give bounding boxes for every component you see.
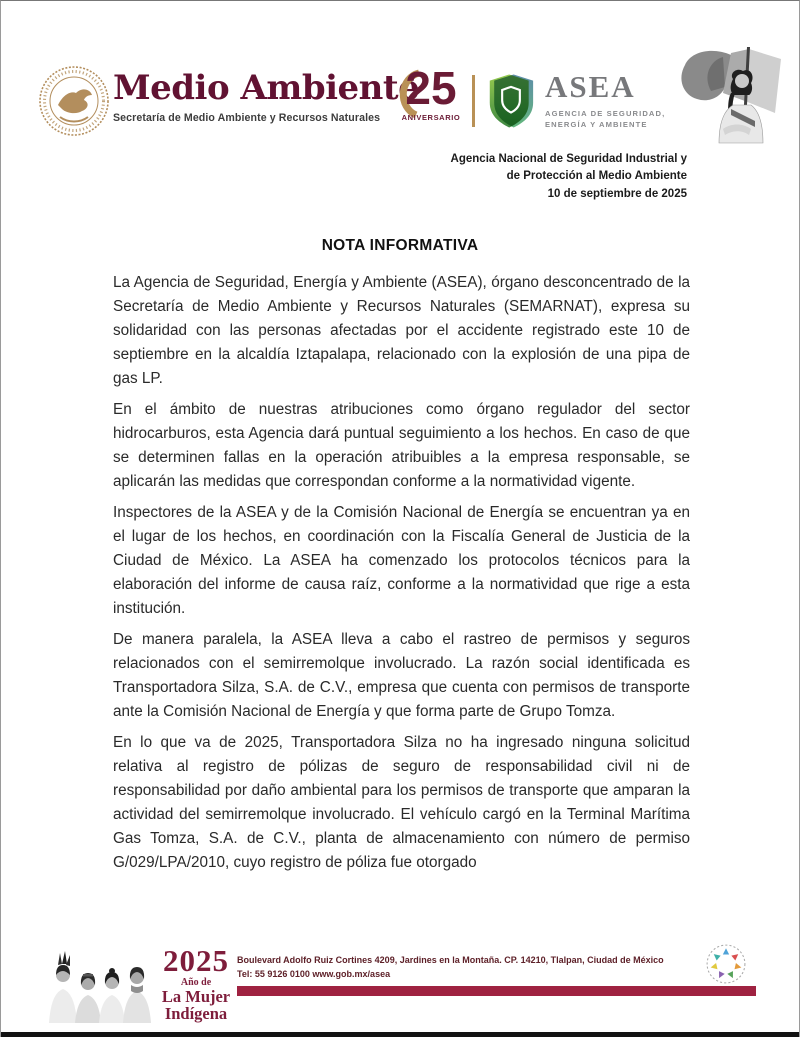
asea-shield-icon <box>488 71 534 131</box>
hummingbird-circle-emblem-icon <box>705 943 747 985</box>
semarnat-brand <box>113 68 420 124</box>
mexico-national-seal-icon <box>38 65 110 137</box>
paragraph-4: De manera paralela, la ASEA lleva a cabo el rastreo de permisos y seguros relacionados con el semirremolque involucrado. La razón social identificada es Transportadora Silza, S.A. de C.V., empresa que cuenta con permisos de transporte ante la Comisión Nacional de Energía y que forma parte de Grupo Tomza. <box>113 631 690 720</box>
document-body <box>113 271 690 882</box>
woman-with-flag-illustration <box>653 43 795 149</box>
year-2025-emblem <box>151 945 241 1023</box>
paragraph-3: Inspectores de la ASEA y de la Comisión Nacional de Energía se encuentran ya en el lugar de los hechos, en coordinación con la Fiscalía General de Justicia de la Ciudad de México. La ASEA ha comenzado los protocolos técnicos para la elaboración del informe de causa raíz, conforme a la normatividad que rige a esta institución. <box>113 504 690 617</box>
indigenous-women-illustration <box>45 937 155 1023</box>
paragraph-5: En lo que va de 2025, Transportadora Silza no ha ingresado ninguna solicitud relativa al registro de pólizas de seguro de responsabilidad civil ni de responsabilidad por daño ambiental para los permisos de transporte que amparan la actividad del semirremolque involucrado. El vehículo cargó en la Terminal Marítima Gas Tomza, S.A. de C.V., planta de almacenamiento con número de permiso G/029/LPA/2010, cuyo registro de póliza fue otorgado <box>113 734 690 871</box>
agency-header-block <box>451 151 687 203</box>
asea-tagline-line2: ENERGÍA Y AMBIENTE <box>545 120 648 130</box>
footer-wine-bar <box>237 986 756 996</box>
emblem-year: 2025 <box>163 943 229 978</box>
asea-acronym: ASEA <box>545 69 636 104</box>
asea-logo <box>488 71 665 131</box>
document-date: 10 de septiembre de 2025 <box>547 187 687 200</box>
paragraph-2: En el ámbito de nuestras atribuciones como órgano regulador del sector hidrocarburos, esta Agencia dará puntual seguimiento a los hechos. En caso de que se determinen fallas en la operación atribuibles a la empresa responsable, se aplicarán las medidas que correspondan conforme a la normatividad vigente. <box>113 401 690 490</box>
anniversary-number: 25 <box>405 62 457 114</box>
semarnat-wordmark: Medio Ambiente <box>113 68 420 108</box>
page-title: NOTA INFORMATIVA <box>321 237 479 254</box>
footer-contact-block <box>237 954 756 996</box>
gold-divider <box>472 75 475 127</box>
emblem-line1: Año de <box>180 977 212 988</box>
semarnat-subtitle: Secretaría de Medio Ambiente y Recursos Naturales <box>113 112 381 124</box>
footer-address: Boulevard Adolfo Ruiz Cortines 4209, Jardines en la Montaña. CP. 14210, Tlalpan, Ciudad de México <box>237 955 664 965</box>
asea-tagline-line1: AGENCIA DE SEGURIDAD, <box>545 108 666 118</box>
anniversary-label: ANIVERSARIO <box>401 112 461 122</box>
agency-name-line1: Agencia Nacional de Seguridad Industrial y <box>450 153 687 165</box>
paragraph-1: La Agencia de Seguridad, Energía y Ambiente (ASEA), órgano desconcentrado de la Secretaría de Medio Ambiente y Recursos Naturales (SEMARNAT), expresa su solidaridad con las personas afectadas por el accidente registrado este 10 de septiembre en la alcaldía Iztapalapa, relacionado con la explosión de una pipa de gas LP. <box>113 274 690 387</box>
emblem-line2: La Mujer <box>161 987 231 1006</box>
page-bottom-bar <box>1 1032 799 1037</box>
footer-phone-web: Tel: 55 9126 0100 www.gob.mx/asea <box>237 968 391 979</box>
agency-name-line2: de Protección al Medio Ambiente <box>506 170 687 183</box>
emblem-line3: Indígena <box>164 1004 228 1024</box>
anniversary-25-logo <box>393 62 469 122</box>
